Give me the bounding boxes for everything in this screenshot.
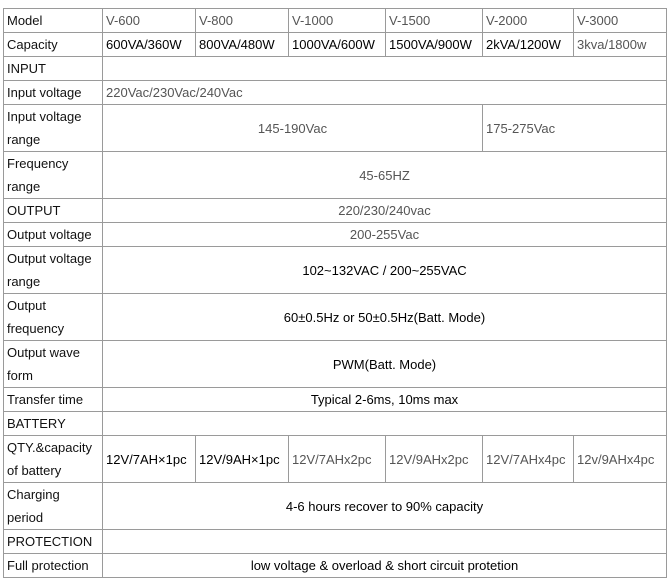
input-range-value-a: 145-190Vac: [103, 105, 483, 152]
input-range-label: Input voltage range: [4, 105, 103, 152]
input-range-value-b: 175-275Vac: [483, 105, 667, 152]
protection-section-empty: [103, 530, 667, 554]
row-transfer-time: [4, 388, 667, 412]
battery-qty-v1500: 12V/9AHx2pc: [386, 436, 483, 483]
output-voltage-value: 200-255Vac: [103, 223, 667, 247]
capacity-v1000: 1000VA/600W: [289, 33, 386, 57]
row-output-range: [4, 247, 667, 294]
row-protection-section: [4, 530, 667, 554]
model-v3000: V-3000: [574, 9, 667, 33]
model-v1000: V-1000: [289, 9, 386, 33]
full-protection-value: low voltage & overload & short circuit protetion: [103, 554, 667, 578]
battery-qty-v800: 12V/9AH×1pc: [196, 436, 289, 483]
capacity-v1500: 1500VA/900W: [386, 33, 483, 57]
frequency-range-label: Frequency range: [4, 152, 103, 199]
row-input-range: [4, 105, 667, 152]
output-section-label: OUTPUT: [4, 199, 103, 223]
battery-section-empty: [103, 412, 667, 436]
input-voltage-value: 220Vac/230Vac/240Vac: [103, 81, 667, 105]
row-output-voltage: [4, 223, 667, 247]
output-section-value: 220/230/240vac: [103, 199, 667, 223]
model-v2000: V-2000: [483, 9, 574, 33]
battery-qty-v2000: 12V/7AHx4pc: [483, 436, 574, 483]
model-v1500: V-1500: [386, 9, 483, 33]
row-input-section: [4, 57, 667, 81]
frequency-range-value: 45-65HZ: [103, 152, 667, 199]
full-protection-label: Full protection: [4, 554, 103, 578]
row-output-wave: [4, 341, 667, 388]
row-output-section: [4, 199, 667, 223]
output-frequency-value: 60±0.5Hz or 50±0.5Hz(Batt. Mode): [103, 294, 667, 341]
row-full-protection: [4, 554, 667, 578]
row-charging-period: [4, 483, 667, 530]
protection-section-label: PROTECTION: [4, 530, 103, 554]
battery-qty-label: QTY.&capacity of battery: [4, 436, 103, 483]
model-v600: V-600: [103, 9, 196, 33]
charging-period-value: 4-6 hours recover to 90% capacity: [103, 483, 667, 530]
capacity-label: Capacity: [4, 33, 103, 57]
row-model: [4, 9, 667, 33]
output-voltage-label: Output voltage: [4, 223, 103, 247]
model-label: Model: [4, 9, 103, 33]
capacity-v800: 800VA/480W: [196, 33, 289, 57]
input-section-empty: [103, 57, 667, 81]
model-v800: V-800: [196, 9, 289, 33]
row-battery-section: [4, 412, 667, 436]
output-wave-label: Output wave form: [4, 341, 103, 388]
output-wave-value: PWM(Batt. Mode): [103, 341, 667, 388]
spec-table: [3, 8, 667, 578]
row-battery-qty: [4, 436, 667, 483]
output-range-label: Output voltage range: [4, 247, 103, 294]
transfer-time-value: Typical 2-6ms, 10ms max: [103, 388, 667, 412]
battery-qty-v1000: 12V/7AHx2pc: [289, 436, 386, 483]
charging-period-label: Charging period: [4, 483, 103, 530]
row-output-frequency: [4, 294, 667, 341]
input-section-label: INPUT: [4, 57, 103, 81]
row-input-voltage: [4, 81, 667, 105]
battery-qty-v600: 12V/7AH×1pc: [103, 436, 196, 483]
input-voltage-label: Input voltage: [4, 81, 103, 105]
transfer-time-label: Transfer time: [4, 388, 103, 412]
row-capacity: [4, 33, 667, 57]
output-frequency-label: Output frequency: [4, 294, 103, 341]
battery-qty-v3000: 12v/9AHx4pc: [574, 436, 667, 483]
capacity-v2000: 2kVA/1200W: [483, 33, 574, 57]
capacity-v3000: 3kva/1800w: [574, 33, 667, 57]
capacity-v600: 600VA/360W: [103, 33, 196, 57]
output-range-value: 102~132VAC / 200~255VAC: [103, 247, 667, 294]
battery-section-label: BATTERY: [4, 412, 103, 436]
row-frequency-range: [4, 152, 667, 199]
